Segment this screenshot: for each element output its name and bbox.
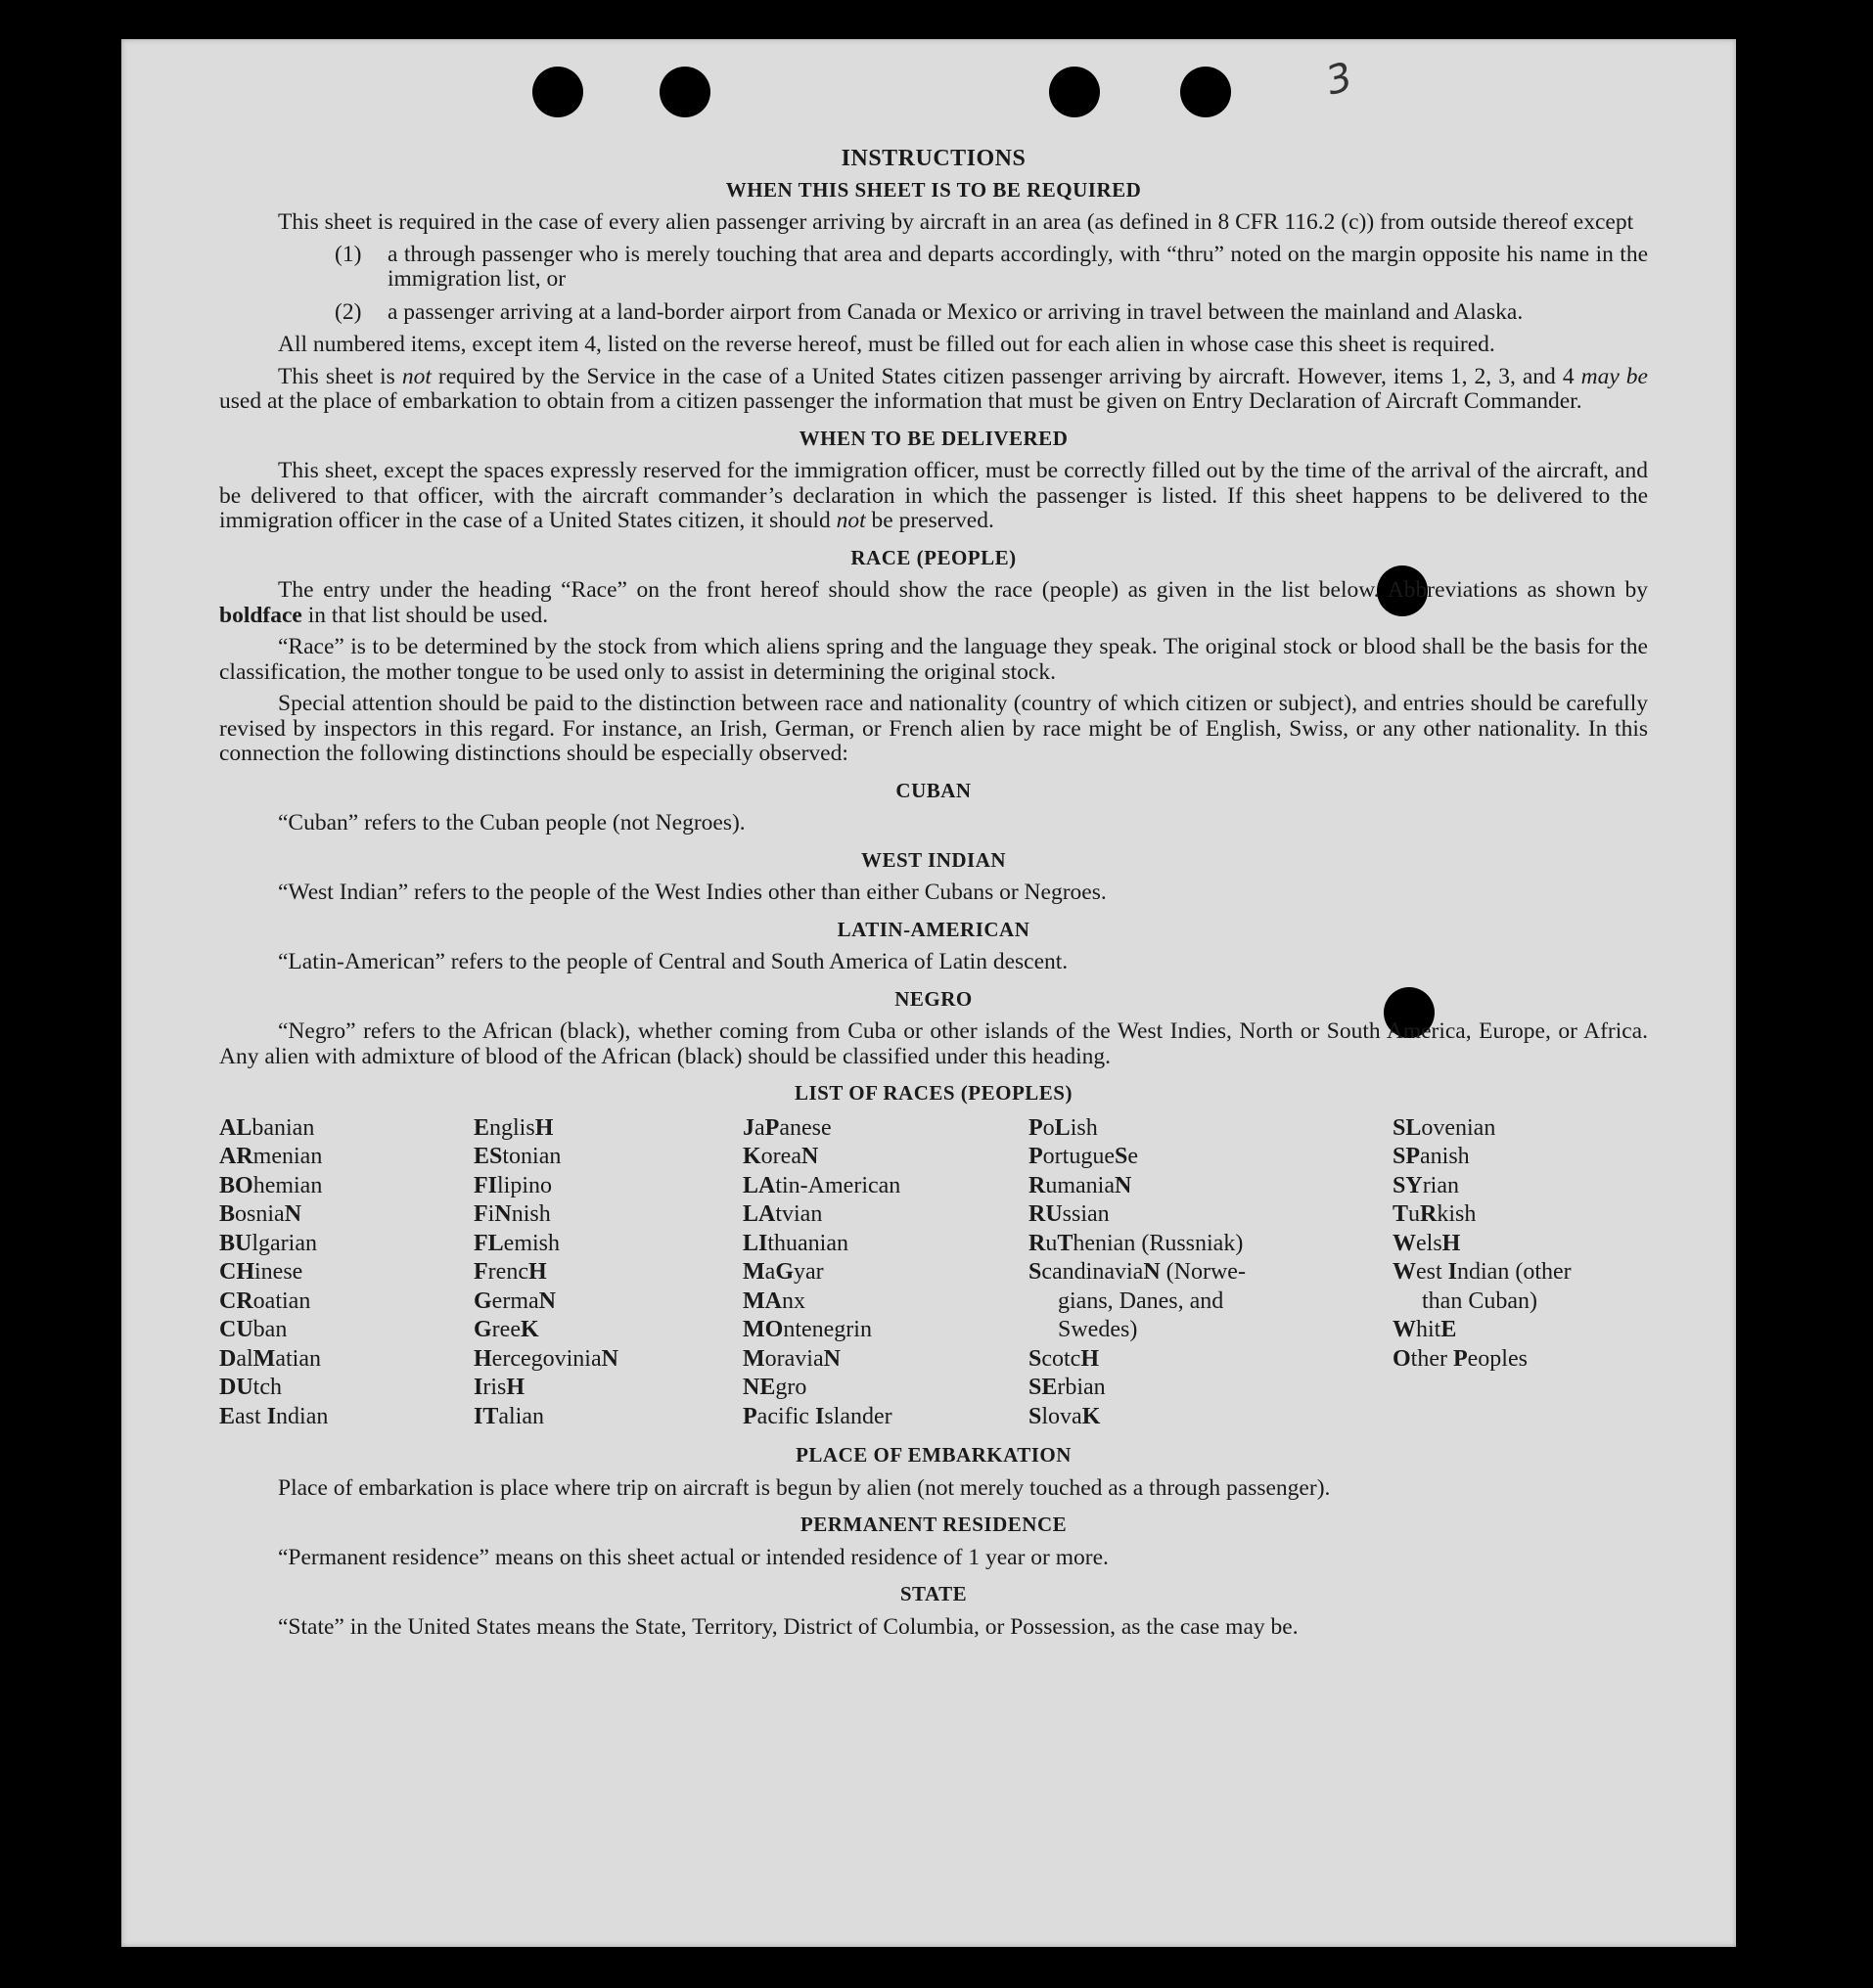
text-run: be preserved. [865, 508, 994, 533]
race-abbrev-letters: S [1114, 1144, 1128, 1169]
race-name-text: anish [1420, 1144, 1470, 1169]
race-list-item [743, 1288, 1028, 1317]
paragraph-race-entry [219, 578, 1648, 628]
race-name-text: anese [779, 1114, 832, 1141]
race-name-text: rian [1422, 1172, 1459, 1198]
race-name-text: ish [1070, 1114, 1098, 1141]
race-list-item [1393, 1143, 1648, 1172]
race-list-item [743, 1345, 1028, 1375]
race-abbrev-letters: S [1028, 1345, 1042, 1372]
race-name-text: ast [235, 1403, 267, 1429]
race-abbrev-letters: FI [474, 1172, 497, 1198]
race-abbrev-letters: W [1393, 1230, 1416, 1256]
race-abbrev-letters: L [1054, 1114, 1071, 1141]
races-column [219, 1114, 474, 1432]
race-name-text: lgarian [251, 1230, 317, 1256]
race-name-text: ris [482, 1375, 507, 1400]
race-abbrev-letters: M [743, 1259, 765, 1285]
race-list-item [219, 1200, 474, 1230]
race-list-item [743, 1143, 1028, 1172]
race-name-text: nglis [489, 1114, 535, 1141]
race-abbrev-letters: E [1440, 1317, 1457, 1342]
race-abbrev-letters: R [1028, 1230, 1046, 1256]
paragraph-residence: “Permanent residence” means on this sheet actual or intended residence of 1 year or more. [278, 1544, 1109, 1570]
race-abbrev-letters: P [1028, 1144, 1043, 1169]
race-list-item [743, 1200, 1028, 1230]
exception-item-2 [335, 300, 1648, 326]
race-name-text: nx [781, 1288, 805, 1314]
race-name-text: hit [1416, 1317, 1441, 1342]
race-abbrev-letters: K [520, 1317, 539, 1342]
race-abbrev-letters: T [1393, 1201, 1409, 1227]
race-list-item [1393, 1288, 1648, 1317]
race-name-text: ban [252, 1317, 288, 1342]
race-name-text: ther [1410, 1345, 1453, 1372]
paragraph-cuban: “Cuban” refers to the Cuban people (not Negroes). [278, 810, 746, 836]
item-text: a passenger arriving at a land-border airport from Canada or Mexico or arriving in travel between the mainland and Alaska. [388, 298, 1524, 325]
race-list-item [474, 1288, 743, 1317]
race-abbrev-letters: CH [219, 1259, 254, 1285]
race-name-text: banian [251, 1114, 315, 1141]
race-abbrev-letters: H [1080, 1345, 1100, 1372]
race-abbrev-letters: BO [219, 1172, 253, 1198]
race-abbrev-letters: T [1057, 1230, 1074, 1256]
race-abbrev-letters: G [775, 1259, 794, 1285]
item-text: a through passenger who is merely touching that area and departs accordingly, with “thru” noted on the margin opposite his name in the immigration list, or [388, 241, 1648, 292]
section-heading-west-indian: WEST INDIAN [860, 847, 1007, 872]
race-list-item [219, 1114, 474, 1144]
page-title: INSTRUCTIONS [841, 146, 1027, 171]
race-list-item [219, 1258, 474, 1288]
race-abbrev-letters: H [506, 1375, 525, 1400]
race-name-text: tvian [775, 1201, 823, 1227]
race-name-text: slander [824, 1403, 892, 1429]
race-name-text: tonian [502, 1144, 562, 1169]
race-abbrev-letters: CU [219, 1317, 253, 1342]
race-list-item [219, 1172, 474, 1201]
race-abbrev-letters: N [494, 1201, 512, 1227]
race-abbrev-letters: R [1420, 1201, 1438, 1227]
race-abbrev-letters: N [1143, 1259, 1161, 1285]
race-abbrev-letters: I [814, 1403, 825, 1429]
race-name-text: els [1416, 1230, 1442, 1256]
race-name-text: emish [503, 1230, 560, 1256]
race-abbrev-letters: N [284, 1201, 302, 1227]
race-list-item [1028, 1172, 1393, 1201]
section-heading-required: WHEN THIS SHEET IS TO BE REQUIRED [725, 177, 1142, 202]
race-abbrev-letters: AR [219, 1144, 253, 1169]
race-name-text: ovenian [1421, 1114, 1496, 1141]
race-list-item [474, 1403, 743, 1432]
race-abbrev-letters: I [474, 1375, 483, 1400]
race-name-text: nish [511, 1201, 551, 1227]
race-list-item [1028, 1143, 1393, 1172]
race-name-text: u [1045, 1230, 1058, 1256]
race-abbrev-letters: LA [743, 1201, 776, 1227]
race-abbrev-letters: ES [474, 1144, 503, 1169]
section-heading-state: STATE [899, 1582, 968, 1605]
race-list-item [1028, 1316, 1393, 1345]
races-column [743, 1114, 1028, 1432]
race-name-text: gians, Danes, and [1058, 1288, 1224, 1314]
section-heading-race: RACE (PEOPLE) [850, 545, 1017, 569]
races-column [1028, 1114, 1393, 1432]
paragraph-state: “State” in the United States means the State, Territory, District of Columbia, or Possession, as the case may be. [278, 1613, 1299, 1640]
race-name-text: yar [793, 1259, 824, 1285]
race-abbrev-letters: H [474, 1345, 492, 1372]
race-name-text: orea [760, 1144, 801, 1169]
race-name-text: tin-American [775, 1172, 901, 1198]
race-abbrev-letters: F [474, 1201, 488, 1227]
race-name-text: candinavia [1041, 1259, 1144, 1285]
race-abbrev-letters: J [743, 1114, 754, 1141]
race-list-item [743, 1403, 1028, 1432]
race-abbrev-letters: BU [219, 1230, 252, 1256]
race-abbrev-letters: AL [219, 1114, 252, 1141]
race-list-item [474, 1200, 743, 1230]
race-list-item [1393, 1345, 1648, 1375]
text-run: required by the Service in the case of a United States citizen passenger arriving by aircraft. However, items 1, 2, 3, and 4 [431, 363, 1581, 389]
instructions-content [219, 108, 1648, 1647]
race-list-item [219, 1230, 474, 1259]
paragraph-required-intro: This sheet is required in the case of every alien passenger arriving by aircraft in an area (as defined in 8 CFR 116.2 (c)) from outside thereof except [278, 209, 1634, 235]
race-name-text: ssian [1062, 1201, 1110, 1227]
race-list-item [743, 1374, 1028, 1403]
item-number: (1) [335, 241, 362, 267]
race-abbrev-letters: P [1028, 1114, 1043, 1141]
race-name-text: a [764, 1259, 776, 1285]
race-name-text: than Cuban) [1422, 1288, 1537, 1314]
race-name-text: o [1042, 1114, 1055, 1141]
race-list-item [743, 1316, 1028, 1345]
paragraph-numbered-items: All numbered items, except item 4, listed on the reverse hereof, must be filled out for each alien in whose case this sheet is required. [278, 332, 1495, 357]
race-abbrev-letters: E [474, 1114, 490, 1141]
race-abbrev-letters: I [266, 1403, 277, 1429]
corner-page-mark: 3 [1321, 54, 1357, 105]
race-list-item [1028, 1345, 1393, 1375]
race-list-item [743, 1172, 1028, 1201]
race-name-text: ree [491, 1317, 521, 1342]
race-name-text: inese [254, 1259, 303, 1285]
race-name-text: ntenegrin [783, 1317, 872, 1342]
race-list-item [474, 1143, 743, 1172]
section-heading-residence: PERMANENT RESIDENCE [799, 1513, 1068, 1536]
race-list-item [1028, 1230, 1393, 1259]
section-heading-cuban: CUBAN [895, 778, 972, 802]
race-name-text: ndian (other [1457, 1259, 1572, 1285]
race-name-text: est [1416, 1259, 1448, 1285]
race-abbrev-letters: FL [474, 1230, 504, 1256]
race-list-item [1393, 1230, 1648, 1259]
race-abbrev-letters: G [474, 1288, 492, 1314]
race-abbrev-letters: O [1393, 1345, 1411, 1372]
races-list [219, 1114, 1648, 1432]
race-abbrev-letters: SY [1393, 1172, 1423, 1198]
italic-text: not [401, 363, 432, 389]
race-abbrev-letters: RU [1028, 1201, 1063, 1227]
document-page [121, 39, 1736, 1947]
race-abbrev-letters: S [1028, 1403, 1042, 1429]
race-list-item [219, 1345, 474, 1375]
race-list-item [219, 1403, 474, 1432]
italic-text: may be [1580, 363, 1648, 389]
race-abbrev-letters: G [474, 1317, 492, 1342]
bold-text: boldface [219, 602, 302, 628]
races-column [474, 1114, 743, 1432]
race-name-text: gro [775, 1375, 807, 1400]
race-abbrev-letters: S [1028, 1259, 1042, 1285]
race-abbrev-letters: W [1393, 1317, 1416, 1342]
race-name-text: lipino [497, 1172, 553, 1198]
race-abbrev-letters: P [743, 1403, 757, 1429]
race-name-text: ortugue [1042, 1144, 1115, 1169]
race-abbrev-letters: P [764, 1114, 780, 1141]
race-list-item [219, 1316, 474, 1345]
race-name-text: thuanian [767, 1230, 848, 1256]
race-name-text: acific [756, 1403, 815, 1429]
race-abbrev-letters: LA [743, 1172, 776, 1198]
races-column [1393, 1114, 1648, 1432]
race-abbrev-letters: F [474, 1259, 488, 1285]
race-abbrev-letters: DU [219, 1375, 253, 1400]
race-name-text: a [754, 1114, 765, 1141]
race-name-text: oravia [764, 1345, 824, 1372]
paragraph-race-definition: “Race” is to be determined by the stock from which aliens spring and the language they speak. The original stock or blood shall be the basis for the classification, the mother tongue to be used only to assist in determining the original stock. [219, 634, 1648, 685]
race-list-item [474, 1345, 743, 1375]
race-name-text: atian [275, 1345, 321, 1372]
paragraph-latin-american: “Latin-American” refers to the people of Central and South America of Latin descent. [278, 949, 1069, 974]
race-name-text: oatian [252, 1288, 311, 1314]
race-list-item [219, 1143, 474, 1172]
race-abbrev-letters: MO [743, 1317, 784, 1342]
race-list-item [474, 1114, 743, 1144]
race-list-item [1393, 1316, 1648, 1345]
race-abbrev-letters: H [527, 1259, 547, 1285]
race-name-text: al [236, 1345, 253, 1372]
race-list-item [743, 1230, 1028, 1259]
paragraph-citizen [219, 365, 1648, 415]
text-run: The entry under the heading “Race” on the front hereof should show the race (people) as given in the list below. Abbreviations as shown by [278, 577, 1648, 603]
race-abbrev-letters: E [219, 1403, 236, 1429]
race-abbrev-letters: I [1447, 1259, 1458, 1285]
race-list-item [1393, 1258, 1648, 1288]
race-list-item [743, 1114, 1028, 1144]
race-name-text: renc [487, 1259, 528, 1285]
race-list-item [1393, 1114, 1648, 1144]
race-list-item [474, 1230, 743, 1259]
race-name-text: i [487, 1201, 495, 1227]
race-list-item [474, 1374, 743, 1403]
paragraph-embarkation: Place of embarkation is place where trip on aircraft is begun by alien (not merely touched as a through passenger). [278, 1474, 1331, 1501]
paragraph-negro: “Negro” refers to the African (black), whether coming from Cuba or other islands of the West Indies, North or South America, Europe, or Africa. Any alien with admixture of blood of the African (black) should be classified under this heading. [219, 1018, 1648, 1069]
race-name-text: u [1408, 1201, 1421, 1227]
section-heading-negro: NEGRO [894, 986, 973, 1011]
race-name-text: ercegovinia [491, 1345, 602, 1372]
text-run: This sheet is [278, 363, 402, 389]
race-name-text: e [1127, 1144, 1138, 1169]
race-name-text: alian [498, 1403, 544, 1429]
race-name-text: lova [1041, 1403, 1082, 1429]
race-abbrev-letters: N [601, 1345, 618, 1372]
race-list-item [219, 1288, 474, 1317]
race-abbrev-letters: N [1114, 1172, 1132, 1198]
race-list-item [474, 1316, 743, 1345]
race-abbrev-letters: P [1452, 1345, 1468, 1372]
race-abbrev-letters: N [800, 1144, 819, 1169]
race-abbrev-letters: CR [219, 1288, 253, 1314]
race-list-item [474, 1172, 743, 1201]
race-name-text: (Norwe- [1160, 1259, 1246, 1285]
race-abbrev-letters: SP [1393, 1144, 1421, 1169]
race-list-item [1393, 1200, 1648, 1230]
race-list-item [219, 1374, 474, 1403]
race-list-item [474, 1258, 743, 1288]
text-run: This sheet, except the spaces expressly reserved for the immigration officer, must be correctly filled out by the time of the arrival of the aircraft, and be delivered to that officer, with the aircraft commander’s declaration in which the passenger is listed. If this sheet happens to be delivered to the immigration officer in the case of a United States citizen, it should [219, 458, 1648, 533]
section-heading-latin-american: LATIN-AMERICAN [837, 917, 1030, 941]
race-list-item [1028, 1200, 1393, 1230]
race-abbrev-letters: SL [1393, 1114, 1422, 1141]
italic-text: not [836, 508, 866, 533]
item-number: (2) [335, 298, 362, 325]
race-name-text: menian [252, 1144, 323, 1169]
paragraph-west-indian: “West Indian” refers to the people of the West Indies other than either Cubans or Negroes. [278, 880, 1107, 905]
exception-item-1 [335, 243, 1648, 293]
race-list-item [1028, 1403, 1393, 1432]
race-name-text: ndian [276, 1403, 329, 1429]
race-name-text: eoples [1467, 1345, 1528, 1372]
race-list-item [1028, 1114, 1393, 1144]
paragraph-race-nationality: Special attention should be paid to the distinction between race and nationality (country of which citizen or subject), and entries should be carefully revised by inspectors in this regard. For instance, an Irish, German, or French alien by race might be of English, Swiss, or any other nationality. In this connection the following distinctions should be especially observed: [219, 691, 1648, 766]
text-run: used at the place of embarkation to obtain from a citizen passenger the information that must be given on Entry Declaration of Aircraft Commander. [219, 388, 1582, 414]
race-list-item [743, 1258, 1028, 1288]
race-list-item [1028, 1258, 1393, 1288]
race-abbrev-letters: NE [743, 1375, 776, 1400]
race-abbrev-letters: N [823, 1345, 841, 1372]
section-heading-embarkation: PLACE OF EMBARKATION [796, 1443, 1072, 1467]
race-name-text: kish [1437, 1201, 1477, 1227]
text-run: in that list should be used. [301, 602, 549, 628]
race-list-item [1028, 1374, 1393, 1403]
race-name-text: henian (Russniak) [1073, 1230, 1244, 1256]
race-abbrev-letters: M [743, 1345, 765, 1372]
race-name-text: osnia [235, 1201, 285, 1227]
race-abbrev-letters: H [534, 1114, 554, 1141]
race-abbrev-letters: N [538, 1288, 556, 1314]
race-name-text: tch [252, 1375, 282, 1400]
race-abbrev-letters: H [1441, 1230, 1461, 1256]
race-abbrev-letters: W [1393, 1259, 1416, 1285]
race-name-text: umania [1045, 1172, 1115, 1198]
race-abbrev-letters: B [219, 1201, 236, 1227]
race-name-text: erma [491, 1288, 539, 1314]
race-abbrev-letters: K [743, 1144, 761, 1169]
race-name-text: hemian [252, 1172, 323, 1198]
race-abbrev-letters: R [1028, 1172, 1046, 1198]
race-abbrev-letters: LI [743, 1230, 768, 1256]
race-list-item [1028, 1288, 1393, 1317]
race-name-text: cotc [1041, 1345, 1081, 1372]
race-list-item [1393, 1172, 1648, 1201]
section-heading-list-of-races: LIST OF RACES (PEOPLES) [795, 1081, 1073, 1105]
race-abbrev-letters: M [252, 1345, 276, 1372]
race-name-text: rbian [1057, 1375, 1106, 1400]
paragraph-delivered [219, 459, 1648, 534]
section-heading-delivered: WHEN TO BE DELIVERED [799, 426, 1069, 450]
race-abbrev-letters: D [219, 1345, 237, 1372]
race-name-text: Swedes) [1058, 1317, 1138, 1342]
race-abbrev-letters: MA [743, 1288, 782, 1314]
race-abbrev-letters: IT [474, 1403, 499, 1429]
race-abbrev-letters: SE [1028, 1375, 1058, 1400]
race-abbrev-letters: K [1081, 1403, 1101, 1429]
